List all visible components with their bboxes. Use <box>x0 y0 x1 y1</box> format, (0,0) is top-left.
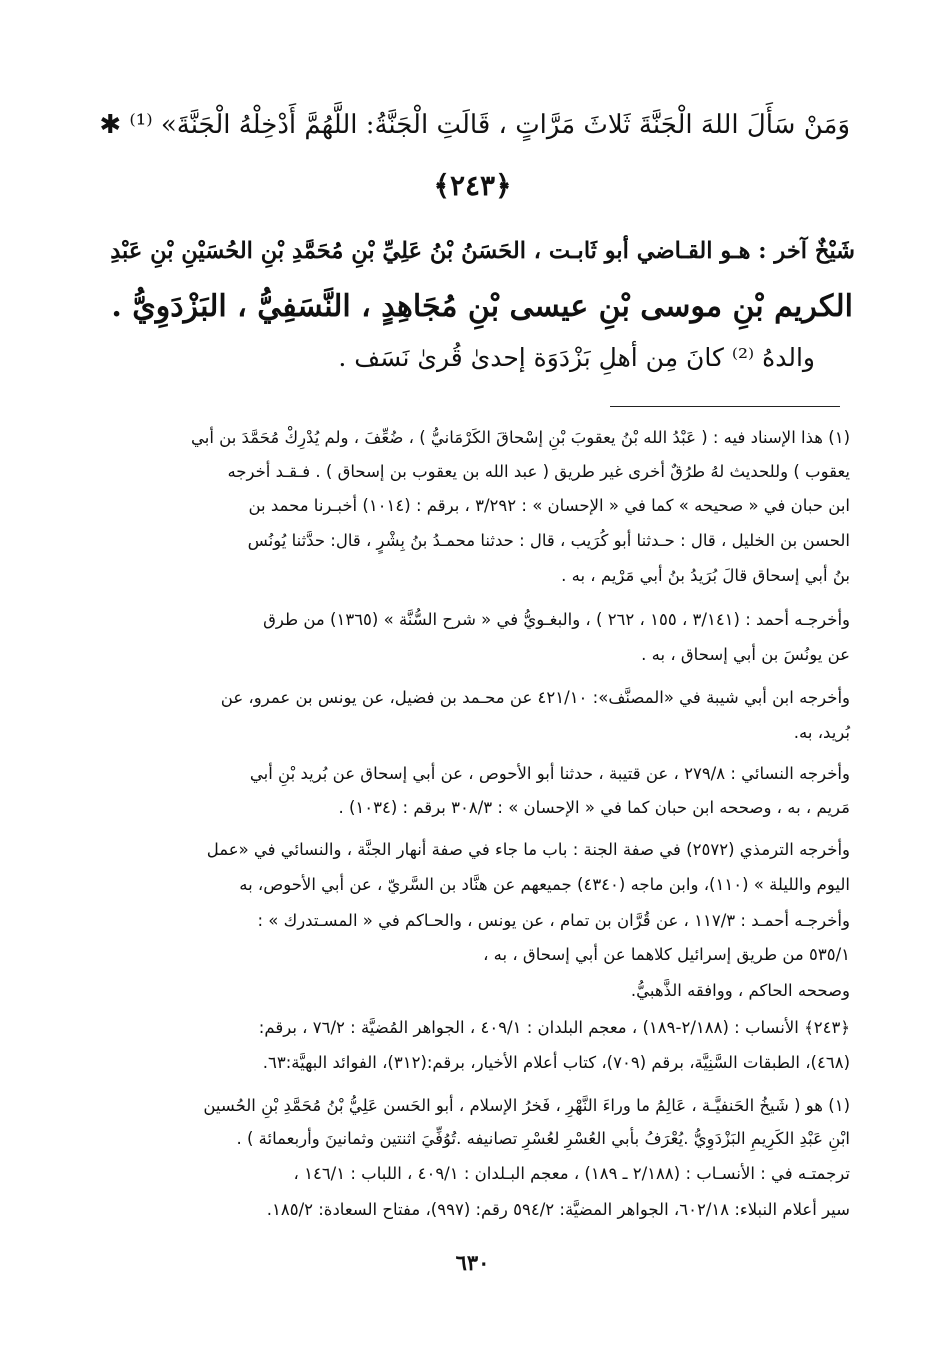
page-number: ٦٣٠ <box>455 1250 490 1275</box>
footnote-line: ابْنِ عَبْدِ الكَرِيمِ البَزْدَوِيُّ .يُعْرَفُ بأبي العُسْرِ لعُسْرِ تصانيفه .تُوُفِّيَ اثنتين وثمانينَ وأربعمائة ) . <box>236 1129 850 1148</box>
hadith-text-line: وَمَنْ سَأَلَ اللهَ الْجَنَّةَ ثَلاثَ مَرَّاتٍ ، قَالَتِ الْجَنَّةُ: اللَّهُمَّ أَدْخِلْهُ الْجَنَّةَ» ⁽¹⁾ ✱ <box>99 110 850 140</box>
footnote-line: بنُ أبي إسحاق قالَ بُرَيدُ بنُ أبي مَرْيم ، به . <box>561 566 850 585</box>
footnote-line: وأخرجه النسائي : ٢٧٩/٨ ، عن قتيبة ، حدثنا أبو الأحوص ، عن أبي إسحاق عن بُريد بْنِ أبي <box>249 764 850 783</box>
footnote-divider <box>610 406 840 407</box>
footnote-line: مَريم ، به ، وصححه ابن حبان كما في « الإحسان » : ٣٠٨/٣ برقم : (١٠٣٤) . <box>338 798 850 817</box>
biography-line-2: الكريم بْنِ موسى بْنِ عيسى بْنِ مُجَاهِدٍ ، النَّسَفِيُّ ، البَزْدَوِيُّ . <box>111 289 853 324</box>
footnote-line: وأخرجـه أحمـد : ١١٧/٣ ، عن قُرَّان بن تمام ، عن يونس ، والحـاكم في « المسـتدرك » : <box>257 911 850 930</box>
biography-line-1: شَيْخٌ آخر : هـو القـاضي أبو ثَابـت ، الحَسَنُ بْنُ عَلِيِّ بْنِ مُحَمَّدِ بْنِ الحُسَيْنِ بْنِ عَبْدِ <box>110 238 855 264</box>
footnote-line: (٤٦٨)، الطبقات السَّنِيَّة، برقم (٧٠٩)، كتاب أعلام الأخيار، برقم:(٣١٢)، الفوائد البهيَّة:٦٣. <box>262 1053 850 1072</box>
biography-line-3: والدهُ ⁽²⁾ كانَ مِن أهلِ بَزْدَوَة إحدىٰ قُرىٰ نَسَف . <box>338 343 815 372</box>
footnote-line: وأخرجـه أحمد : (٣/١٤١ ، ١٥٥ ، ٢٦٢ ) ، والبغـويُّ في « شرح السُّنَّة » (١٣٦٥) من طرق <box>263 610 850 629</box>
footnote-line: وأخرجه الترمذي (٢٥٧٢) في صفة الجنة : باب ما جاء في صفة أنهار الجنَّة ، والنسائي في «عمل <box>206 840 850 859</box>
footnote-line: بُريد، به. <box>793 723 850 742</box>
footnote-line: يعقوب ) وللحديث لهُ طرُقٌ أخرى غير طريق ( عبد الله بن يعقوب بن إسحاق ) . فـقـد أخرجه <box>227 462 850 481</box>
footnote-line: عن يونُسَ بن أبي إسحاق ، به . <box>641 645 850 664</box>
footnote-line: سير أعلام النبلاء: ٦٠٢/١٨، الجواهر المضيَّة: ٥٩٤/٢ رقم: (٩٩٧)، مفتاح السعادة: ١٨٥/٢. <box>266 1200 850 1219</box>
footnote-line: الحسن بن الخليل ، قال : حـدثنا أبو كُرَيب ، قال : حدثنا محمـدُ بنُ بِشْرٍ ، قال: حدَّثنا يُونُس <box>247 531 850 550</box>
footnote-line: (١) هذا الإسناد فيه : ( عَبْدُ الله بْنُ يعقوبَ بْنِ إسْحاقَ الكَرْمَانيُّ ) ، ضُعِّفَ ، ولم يُدْرِكْ مُحَمَّدَ بن أبي <box>190 428 850 447</box>
footnote-line: ابن حبان في « صحيحه » كما في « الإحسان » : ٣/٢٩٢ ، برقم : (١٠١٤) أخبـرنا محمد بن <box>248 496 850 515</box>
footnote-line: وأخرجه ابن أبي شيبة في «المصنَّف»: ٤٢١/١٠ عن محـمد بن فضيل، عن يونس بن عمرو، عن <box>220 688 850 707</box>
footnote-line: (١) هو ( شَيخُ الحَنفيَّـة ، عَالِمُ ما وراءَ النَّهْرِ ، فَخرُ الإسلام ، أبو الحَسن عَلِيُّ بْنُ مُحَمَّدِ بْنِ الحُسين <box>203 1096 850 1115</box>
footnote-line: ترجمتـه في : الأنسـاب : (٢/١٨٨ ـ ١٨٩) ، معجم البـلدان : ٤٠٩/١ ، اللباب : ١٤٦/١ ، <box>293 1164 850 1183</box>
footnote-line: ﴿٢٤٣﴾ الأنساب : (٢/١٨٨-١٨٩) ، معجم البلدان : ٤٠٩/١ ، الجواهر المُضيَّة : ٧٦/٢ ، برقم: <box>258 1018 850 1037</box>
entry-number-header: ﴿٢٤٣﴾ <box>433 169 512 202</box>
footnote-line: اليوم والليلة » (١١٠)، وابن ماجه (٤٣٤٠) جميعهم عن هنَّاد بن السَّريّ ، عن أبي الأحوص، به <box>239 875 850 894</box>
footnote-line: ٥٣٥/١ من طريق إسرائيل كلاهما عن أبي إسحاق ، به ، <box>483 945 850 964</box>
footnote-line: وصححه الحاكم ، ووافقه الذَّهبيُّ. <box>630 981 850 1000</box>
